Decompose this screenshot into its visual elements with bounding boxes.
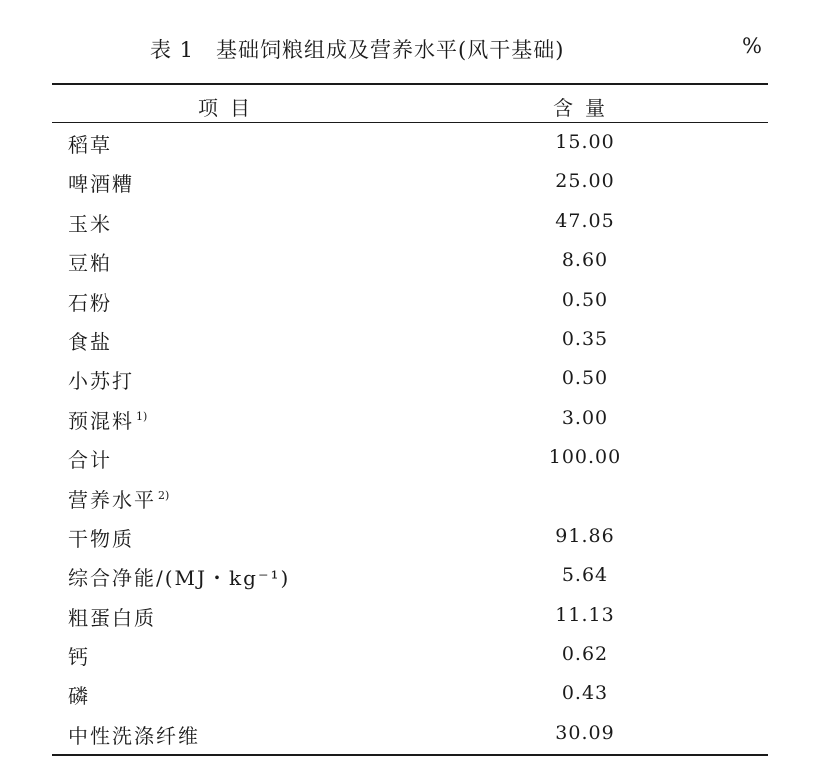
row-value: 0.62	[561, 643, 609, 666]
table-caption	[0, 34, 822, 66]
table-title: 表 1 基础饲粮组成及营养水平(风干基础)	[150, 38, 565, 62]
table-row	[0, 596, 822, 635]
row-item-label	[68, 720, 200, 749]
table-row	[0, 320, 822, 359]
row-value: 47.05	[555, 209, 615, 232]
row-item-label	[68, 523, 134, 552]
table-row	[0, 359, 822, 398]
row-value: 0.50	[561, 288, 609, 311]
row-value: 11.13	[555, 603, 615, 626]
row-item-label	[68, 168, 134, 197]
row-item-text: 合计	[68, 448, 112, 473]
table-row	[0, 241, 822, 280]
row-item-text: 豆粕	[68, 251, 112, 276]
row-item-label	[68, 247, 112, 276]
table-row	[0, 517, 822, 556]
row-item-label	[68, 602, 156, 631]
row-value: 25.00	[555, 170, 615, 193]
footnote-marker: 2)	[158, 488, 170, 502]
row-item-text: 食盐	[68, 329, 112, 354]
bottom-rule	[52, 754, 768, 756]
table-row	[0, 635, 822, 674]
row-item-label	[68, 208, 112, 237]
row-item-label	[68, 287, 112, 316]
row-item-label	[68, 484, 169, 513]
unit-label: %	[742, 34, 762, 58]
row-item-label	[68, 326, 112, 355]
row-item-text: 小苏打	[68, 369, 134, 394]
table-row	[0, 399, 822, 438]
row-item-text: 钙	[68, 645, 90, 670]
table-row	[0, 202, 822, 241]
table-row	[0, 556, 822, 595]
row-item-label	[68, 365, 134, 394]
row-item-label	[68, 444, 112, 473]
table-row	[0, 281, 822, 320]
row-item-text: 磷	[68, 684, 90, 709]
row-value: 100.00	[548, 446, 622, 469]
row-item-text: 预混料	[68, 408, 134, 433]
row-item-text: 玉米	[68, 211, 112, 236]
row-value: 91.86	[555, 524, 615, 547]
table-header	[0, 85, 822, 122]
row-item-label	[68, 405, 147, 434]
row-item-text: 粗蛋白质	[68, 605, 156, 630]
row-item-label	[68, 680, 90, 709]
row-value: 5.64	[561, 564, 609, 587]
row-item-text: 石粉	[68, 290, 112, 315]
header-item: 项目	[198, 96, 262, 120]
row-item-text: 综合净能/(MJ・kg⁻¹)	[68, 566, 291, 591]
footnote-marker: 1)	[136, 409, 148, 423]
row-item-label	[68, 641, 90, 670]
row-item-text: 干物质	[68, 526, 134, 551]
row-value: 0.35	[561, 327, 609, 350]
row-item-text: 啤酒糟	[68, 172, 134, 197]
row-value: 15.00	[555, 131, 615, 153]
row-value: 8.60	[561, 249, 609, 272]
row-item-text: 稻草	[68, 133, 112, 157]
table-row	[0, 438, 822, 477]
table-row	[0, 714, 822, 753]
row-item-text: 营养水平	[68, 487, 156, 512]
row-value: 3.00	[561, 406, 609, 429]
table-row	[0, 674, 822, 713]
row-item-text: 中性洗涤纤维	[68, 723, 200, 748]
row-item-label	[68, 129, 112, 158]
row-value: 0.50	[561, 367, 609, 390]
header-value: 含量	[553, 96, 617, 120]
table-row	[0, 123, 822, 162]
row-item-label	[68, 562, 290, 591]
row-value: 30.09	[555, 721, 615, 744]
row-value: 0.43	[561, 682, 609, 705]
table-row	[0, 478, 822, 517]
table-body	[0, 123, 822, 753]
table-row	[0, 162, 822, 201]
